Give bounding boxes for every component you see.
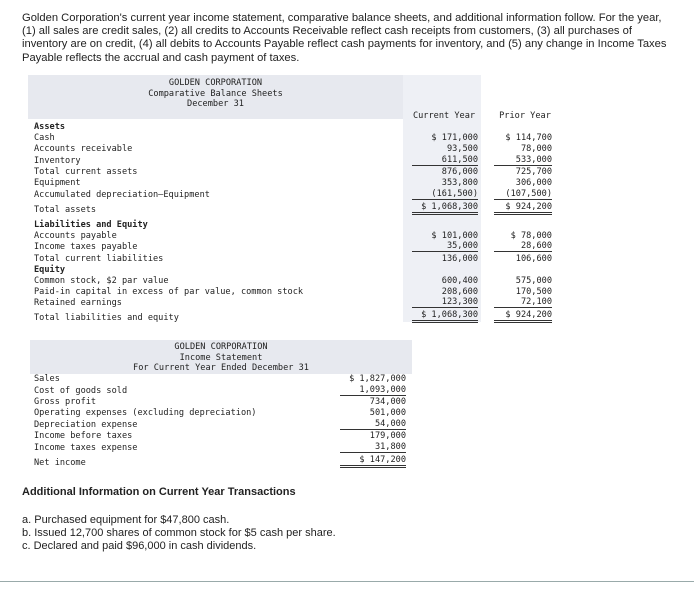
additional-info-item: a. Purchased equipment for $47,800 cash. [22, 514, 230, 526]
balance-sheet-company: GOLDEN CORPORATION [168, 78, 263, 88]
bs-row-label: Total current assets [34, 167, 138, 177]
bs-cell-prior: $ 924,200 [494, 310, 552, 323]
bs-cell-prior: $ 924,200 [494, 202, 552, 215]
balance-sheet-date: December 31 [187, 99, 244, 109]
additional-info-item: b. Issued 12,700 shares of common stock for $5 cash per share. [22, 527, 336, 539]
is-row-value: 54,000 [340, 419, 406, 430]
is-row-label: Depreciation expense [34, 420, 138, 430]
bs-row-label: Inventory [34, 156, 81, 166]
bs-row-label: Common stock, $2 par value [34, 276, 169, 286]
column-header-prior-year: Prior Year [499, 111, 551, 121]
is-row-label: Operating expenses (excluding depreciation) [34, 408, 257, 418]
income-statement-header [30, 340, 412, 374]
bs-row-label: Income taxes payable [34, 242, 138, 252]
income-statement-period: For Current Year Ended December 31 [133, 363, 309, 374]
bs-row-label: Paid-in capital in excess of par value, common stock [34, 287, 304, 297]
income-statement-title: Income Statement [179, 352, 263, 363]
bs-row-label: Accounts payable [34, 231, 117, 241]
bs-row-label: Total assets [34, 205, 97, 215]
bottom-divider [0, 581, 694, 582]
is-row-value: 734,000 [369, 397, 406, 407]
bs-cell-prior: 575,000 [515, 276, 552, 286]
bs-cell-prior: 28,600 [494, 241, 552, 252]
bs-row-label: Total liabilities and equity [34, 313, 179, 323]
bs-row-label: Retained earnings [34, 298, 122, 308]
bs-cell-current: 600,400 [441, 276, 478, 286]
bs-row-label: Cash [34, 133, 55, 143]
is-row-value: 179,000 [369, 431, 406, 441]
additional-info-item: c. Declared and paid $96,000 in cash dividends. [22, 540, 257, 552]
is-row-value: $ 147,200 [340, 455, 406, 468]
is-row-label: Gross profit [34, 397, 97, 407]
bs-cell-current: $ 1,068,300 [412, 310, 478, 323]
bs-cell-current: 93,500 [446, 144, 478, 154]
is-row-label: Income before taxes [34, 431, 133, 441]
bs-cell-prior: 106,600 [515, 254, 552, 264]
bs-cell-prior: (107,500) [494, 189, 552, 200]
bs-cell-prior: 72,100 [494, 297, 552, 308]
is-row-label: Net income [34, 458, 86, 468]
bs-cell-current: 208,600 [441, 287, 478, 297]
bs-row-label: Accumulated depreciation—Equipment [34, 190, 210, 200]
income-statement-company: GOLDEN CORPORATION [174, 342, 268, 352]
problem-intro: Golden Corporation's current year income statement, comparative balance sheets, and additional information follow. For the year, (1) all sales are credit sales, (2) all credits to Accounts Receivable reflect cash receipts from customers, (3) all purchases of inventory are on credit, (4) all debits to Accounts Payable reflect cash payments for inventory, and (5) any change in Income Taxes Payable reflects the accrual and cash payment of taxes. [22, 12, 667, 64]
is-row-value: 31,800 [340, 442, 406, 453]
is-row-label: Cost of goods sold [34, 386, 128, 396]
bs-cell-prior: $ 114,700 [505, 133, 552, 143]
balance-sheet-title: Comparative Balance Sheets [148, 88, 283, 99]
additional-info-title: Additional Information on Current Year Transactions [22, 486, 296, 498]
is-row-value: $ 1,827,000 [349, 374, 406, 384]
bs-cell-current: 136,000 [441, 254, 478, 264]
bs-row-label: Liabilities and Equity [34, 220, 148, 230]
bs-cell-current: $ 101,000 [431, 231, 478, 241]
column-header-current-year: Current Year [412, 111, 476, 121]
is-row-label: Income taxes expense [34, 443, 138, 453]
bs-row-label: Equipment [34, 178, 81, 188]
bs-cell-current: 123,300 [412, 297, 478, 308]
bs-cell-current: (161,500) [412, 189, 478, 200]
bs-cell-current: 876,000 [441, 167, 478, 177]
bs-cell-current: 35,000 [412, 241, 478, 252]
bs-cell-prior: 170,500 [515, 287, 552, 297]
bs-cell-prior: 306,000 [515, 178, 552, 188]
balance-sheet-header [28, 75, 403, 119]
is-row-label: Sales [34, 374, 60, 384]
is-row-value: 501,000 [369, 408, 406, 418]
bs-cell-prior: 725,700 [515, 167, 552, 177]
bs-cell-prior: 78,000 [520, 144, 552, 154]
bs-cell-prior: $ 78,000 [510, 231, 552, 241]
bs-cell-current: $ 1,068,300 [412, 202, 478, 215]
bs-cell-prior: 533,000 [494, 155, 552, 166]
bs-row-label: Total current liabilities [34, 254, 164, 264]
bs-cell-current: $ 171,000 [431, 133, 478, 143]
bs-cell-current: 611,500 [412, 155, 478, 166]
bs-row-label: Assets [34, 122, 66, 132]
is-row-value: 1,093,000 [340, 385, 406, 396]
bs-cell-current: 353,800 [441, 178, 478, 188]
bs-row-label: Equity [34, 265, 66, 275]
bs-row-label: Accounts receivable [34, 144, 133, 154]
